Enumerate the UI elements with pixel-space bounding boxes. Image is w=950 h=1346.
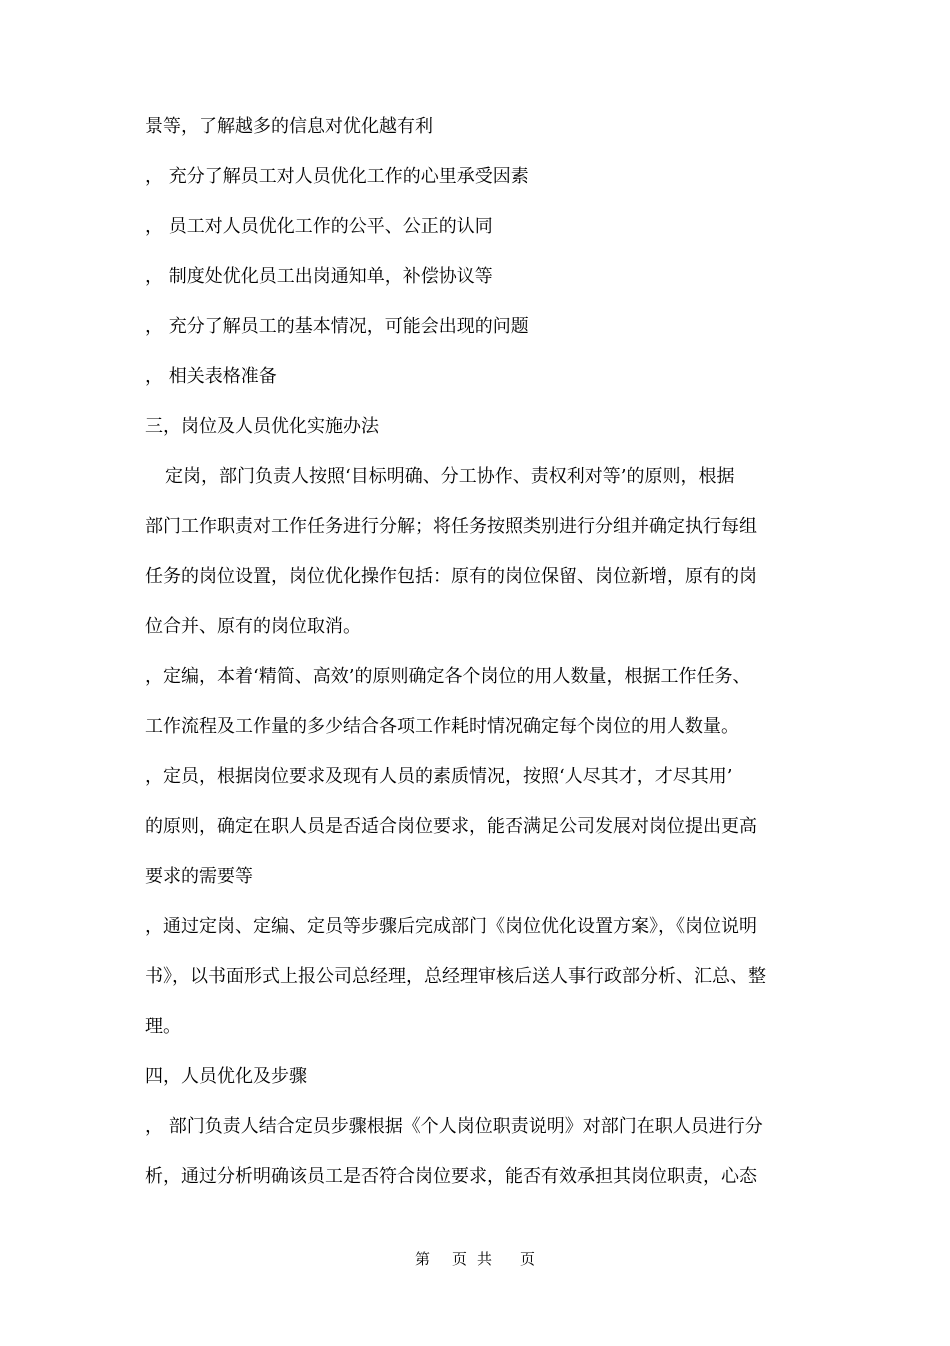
text-line: 景等，了解越多的信息对优化越有利 (145, 116, 433, 137)
list-item: ， 充分了解员工的基本情况，可能会出现的问题 (145, 316, 529, 337)
footer-di: 第 (414, 1250, 430, 1268)
paragraph-line: 要求的需要等 (145, 866, 253, 887)
list-item: ， 充分了解员工对人员优化工作的心里承受因素 (145, 166, 529, 187)
list-item: ， 员工对人员优化工作的公平、公正的认同 (145, 216, 493, 237)
footer-gong: 共 (477, 1250, 493, 1268)
paragraph-line: 理。 (145, 1016, 181, 1037)
paragraph-line: 的原则，确定在职人员是否适合岗位要求，能否满足公司发展对岗位提出更高 (145, 816, 757, 837)
paragraph-line: ，定编，本着‘精简、高效’的原则确定各个岗位的用人数量，根据工作任务、 (145, 666, 751, 687)
paragraph-line: 析，通过分析明确该员工是否符合岗位要求，能否有效承担其岗位职责，心态 (145, 1166, 757, 1187)
list-item: ， 相关表格准备 (145, 366, 277, 387)
section-heading: 三，岗位及人员优化实施办法 (145, 416, 379, 437)
paragraph-line: ， 部门负责人结合定员步骤根据《个人岗位职责说明》对部门在职人员进行分 (145, 1116, 763, 1137)
page-footer (0, 1249, 950, 1269)
paragraph-line: 工作流程及工作量的多少结合各项工作耗时情况确定每个岗位的用人数量。 (145, 716, 739, 737)
footer-ye-total: 页 (520, 1250, 536, 1268)
section-heading: 四，人员优化及步骤 (145, 1066, 307, 1087)
paragraph-line: 任务的岗位设置，岗位优化操作包括：原有的岗位保留、岗位新增，原有的岗 (145, 566, 757, 587)
paragraph-line: 部门工作职责对工作任务进行分解；将任务按照类别进行分组并确定执行每组 (145, 516, 757, 537)
paragraph-line: 书》，以书面形式上报公司总经理，总经理审核后送人事行政部分析、汇总、整 (145, 966, 766, 987)
paragraph-line: 定岗，部门负责人按照‘目标明确、分工协作、责权利对等’的原则，根据 (165, 466, 735, 487)
paragraph-line: ，定员，根据岗位要求及现有人员的素质情况，按照‘人尽其才，才尽其用’ (145, 766, 733, 787)
list-item: ， 制度处优化员工出岗通知单，补偿协议等 (145, 266, 493, 287)
paragraph-line: ，通过定岗、定编、定员等步骤后完成部门《岗位优化设置方案》，《岗位说明 (145, 916, 757, 937)
paragraph-line: 位合并、原有的岗位取消。 (145, 616, 361, 637)
footer-ye: 页 (451, 1250, 467, 1268)
